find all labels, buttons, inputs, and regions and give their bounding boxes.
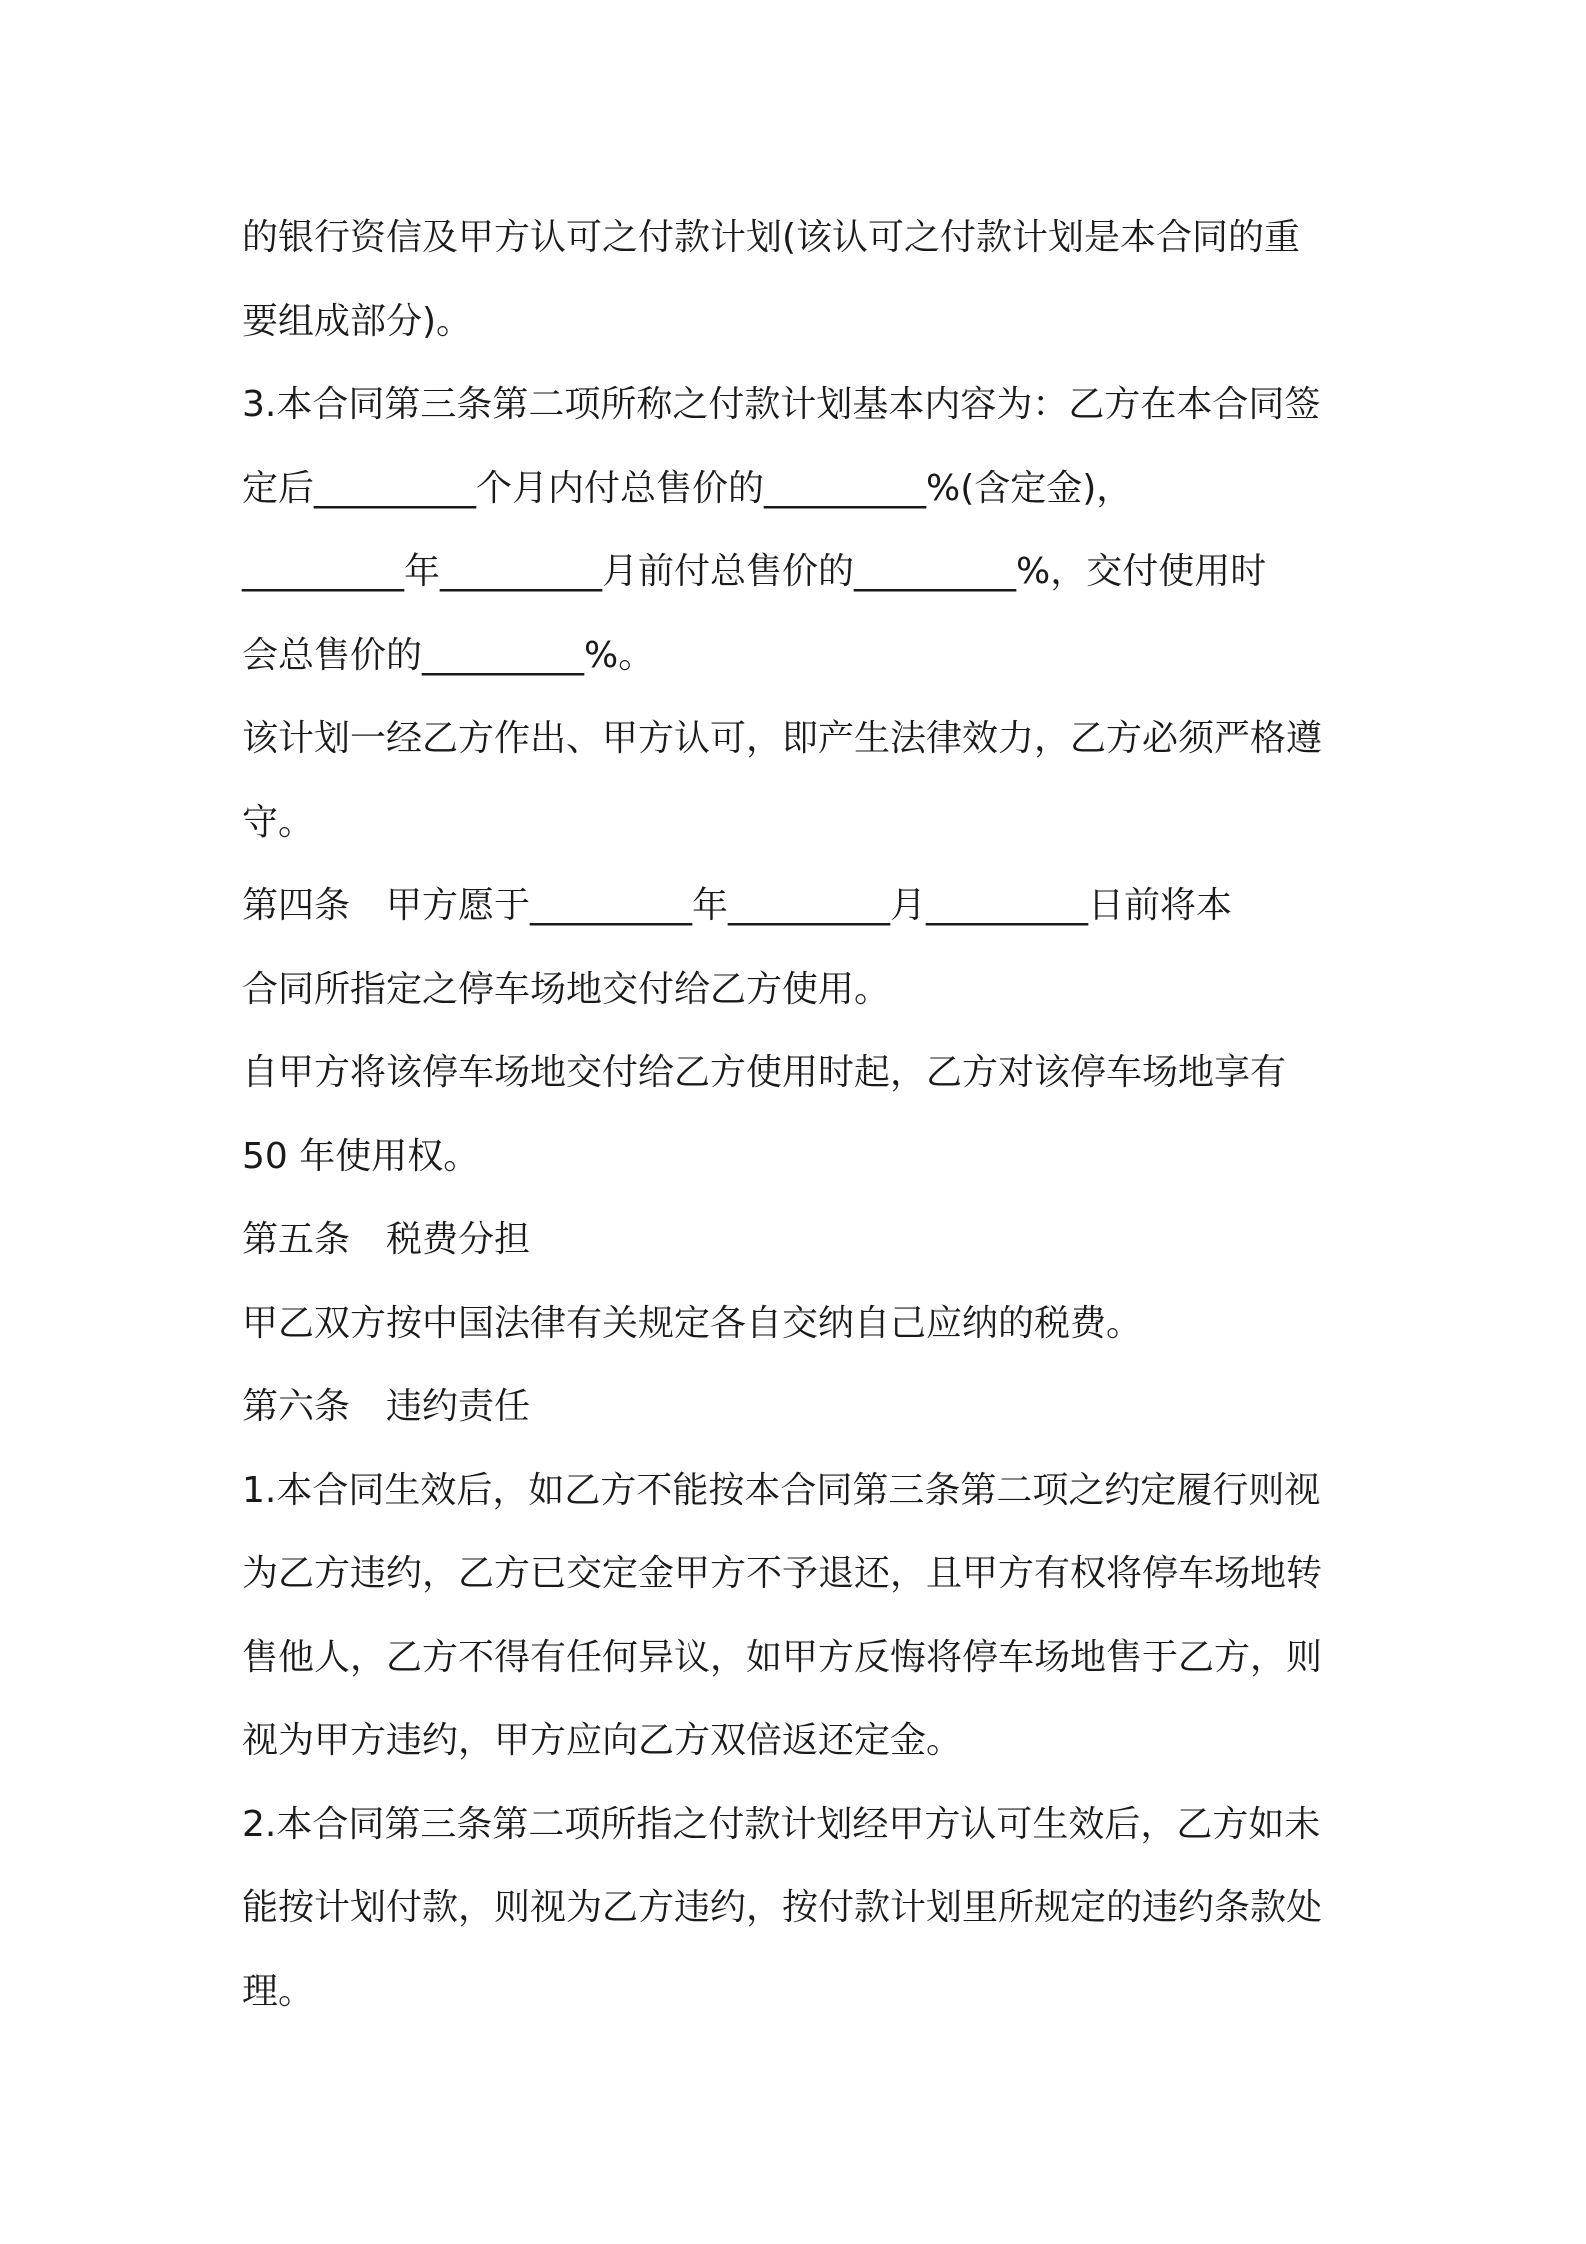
text-line: 该计划一经乙方作出、甲方认可，即产生法律效力，乙方必须严格遵 [242, 718, 1323, 759]
article-5-heading: 第五条 税费分担 [242, 1219, 531, 1260]
text-line: 售他人，乙方不得有任何异议，如甲方反悔将停车场地售于乙方，则 [242, 1636, 1323, 1678]
text-line: 2.本合同第三条第二项所指之付款计划经甲方认可生效后，乙方如未 [242, 1803, 1321, 1845]
text-line: 能按计划付款，则视为乙方违约，按付款计划里所规定的违约条款处 [242, 1887, 1323, 1928]
text-line: 守。 [242, 801, 315, 843]
text-line: 50 年使用权。 [242, 1135, 480, 1177]
text-line: 合同所指定之停车场地交付给乙方使用。 [242, 968, 891, 1010]
text-line: 要组成部分)。 [242, 300, 473, 342]
text-line: 自甲方将该停车场地交付给乙方使用时起，乙方对该停车场地享有 [242, 1052, 1287, 1093]
article-4-line: 第四条 甲方愿于_________年_________月_________日前将本 [242, 885, 1233, 926]
text-line: 3.本合同第三条第二项所称之付款计划基本内容为：乙方在本合同签 [242, 384, 1321, 425]
text-line: 1.本合同生效后，如乙方不能按本合同第三条第二项之约定履行则视 [242, 1469, 1321, 1511]
text-line: 为乙方违约，乙方已交定金甲方不予退还，且甲方有权将停车场地转 [242, 1553, 1323, 1594]
text-line: 的银行资信及甲方认可之付款计划(该认可之付款计划是本合同的重 [242, 217, 1301, 258]
article-6-heading: 第六条 违约责任 [242, 1386, 531, 1427]
text-line: 会总售价的_________%。 [242, 634, 655, 676]
text-line: 视为甲方违约，甲方应向乙方双倍返还定金。 [242, 1720, 963, 1761]
text-line: 定后_________个月内付总售价的_________%(含定金)， [242, 467, 1133, 509]
text-line: _________年_________月前付总售价的_________%，交付使用时 [242, 551, 1267, 592]
text-line: 甲乙双方按中国法律有关规定各自交纳自己应纳的税费。 [242, 1302, 1143, 1344]
document-body [242, 196, 1362, 2033]
text-line: 理。 [242, 1970, 315, 2012]
